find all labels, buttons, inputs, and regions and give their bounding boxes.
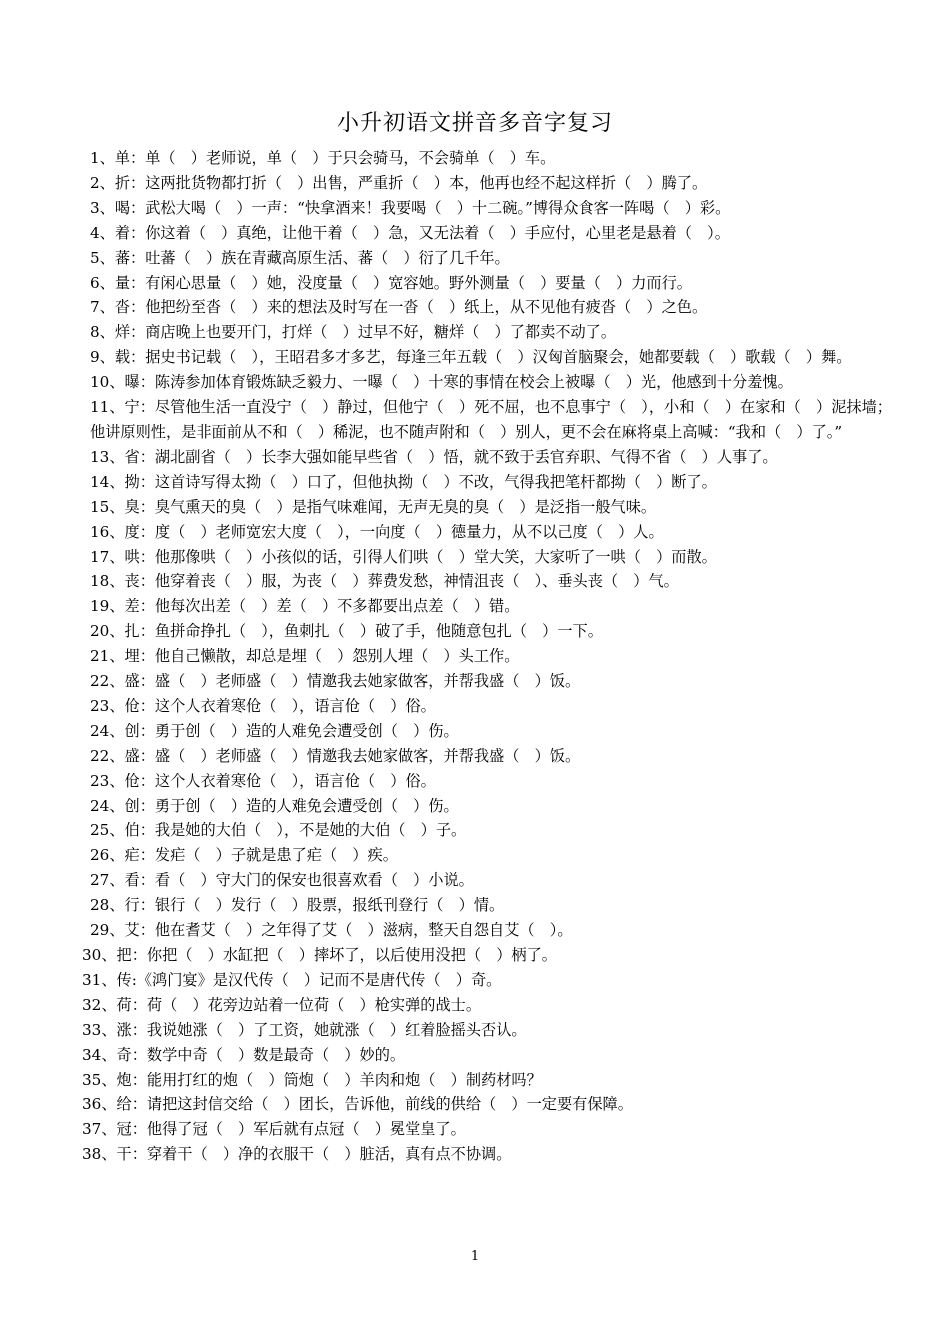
list-item: 7、沓：他把纷至沓（ ）来的想法及时写在一沓（ ）纸上，从不见他有疲沓（ ）之色。	[90, 298, 708, 317]
list-item: 6、量：有闲心思量（ ）她，没度量（ ）宽容她。野外测量（ ）要量（ ）力而行。	[90, 273, 692, 292]
list-item: 30、把：你把（ ）水缸把（ ）摔坏了，以后使用没把（ ）柄了。	[82, 946, 557, 964]
list-item: 22、盛：盛（ ）老师盛（ ）情邀我去她家做客，并帮我盛（ ）饭。	[90, 746, 581, 765]
list-item: 2、折：这两批货物都打折（ ）出售，严重折（ ）本，他再也经不起这样折（ ）腾了。	[90, 173, 708, 192]
list-item: 10、曝：陈涛参加体育锻炼缺乏毅力、一曝（ ）十寒的事情在校会上被曝（ ）光，他感到十分羞愧。	[90, 373, 793, 392]
exercise-list	[62, 146, 892, 1167]
list-item: 26、疟：发疟（ ）子就是患了疟（ ）疾。	[90, 846, 398, 865]
list-item: 21、埋：他自己懒散，却总是埋（ ）怨别人埋（ ）头工作。	[90, 647, 520, 666]
list-item: 34、奇：数学中奇（ ）数是最奇（ ）妙的。	[82, 1045, 406, 1064]
list-item: 19、差：他每次出差（ ）差（ ）不多都要出点差（ ）错。	[90, 597, 520, 616]
list-item: 24、创：勇于创（ ）造的人难免会遭受创（ ）伤。	[90, 796, 459, 815]
list-item: 15、臭：臭气熏天的臭（ ）是指气味难闻，无声无臭的臭（ ）是泛指一般气味。	[90, 497, 657, 516]
list-item: 5、蕃：吐蕃（ ）族在青藏高原生活、蕃（ ）衍了几千年。	[90, 248, 510, 267]
list-item: 37、冠：他得了冠（ ）军后就有点冠（ ）冕堂皇了。	[82, 1120, 466, 1139]
list-item: 3、喝：武松大喝（ ）一声：“快拿酒来！我要喝（ ）十二碗。”博得众食客一阵喝（ ）彩。	[90, 198, 731, 217]
list-item: 14、拗：这首诗写得太拗（ ）口了，但他执拗（ ）不改，气得我把笔杆都拗（ ）断了。	[90, 472, 717, 491]
list-item: 23、伧：这个人衣着寒伧（ ），语言伧（ ）俗。	[90, 696, 436, 715]
list-item: 9、载：据史书记载（ ），王昭君多才多艺，每逢三年五载（ ）汉匈首脑聚会，她都要载（ ）歌载（ ）舞。	[90, 348, 852, 367]
list-item: 32、荷：荷（ ）花旁边站着一位荷（ ）枪实弹的战士。	[82, 995, 482, 1014]
list-item: 28、行：银行（ ）发行（ ）股票，报纸刊登行（ ）情。	[90, 896, 505, 915]
list-item: 22、盛：盛（ ）老师盛（ ）情邀我去她家做客，并帮我盛（ ）饭。	[90, 672, 581, 691]
list-item: 8、烊：商店晚上也要开门，打烊（ ）过早不好，糖烊（ ）了都卖不动了。	[90, 323, 617, 342]
list-item: 24、创：勇于创（ ）造的人难免会遭受创（ ）伤。	[90, 721, 459, 740]
page-number: 1	[470, 1249, 480, 1264]
list-item: 27、看：看（ ）守大门的保安也很喜欢看（ ）小说。	[90, 871, 474, 890]
list-item: 16、度：度（ ）老师宽宏大度（ ），一向度（ ）德量力，从不以己度（ ）人。	[90, 522, 664, 541]
list-item: 13、省：湖北副省（ ）长李大强如能早些省（ ）悟，就不致于丢官弃职、气得不省（ ）人事了。	[90, 447, 778, 466]
list-item: 38、干：穿着干（ ）净的衣服干（ ）脏活，真有点不协调。	[82, 1145, 512, 1164]
list-item: 20、扎：鱼拼命挣扎（ ），鱼刺扎（ ）破了手，他随意包扎（ ）一下。	[90, 622, 603, 641]
list-item: 33、涨：我说她涨（ ）了工资，她就涨（ ）红着脸摇头否认。	[82, 1020, 527, 1039]
list-item: 18、丧：他穿着丧（ ）服，为丧（ ）葬费发愁，神情沮丧（ ）、垂头丧（ ）气。	[90, 572, 679, 591]
list-item: 1、单：单（ ）老师说，单（ ）于只会骑马，不会骑单（ ）车。	[90, 149, 556, 167]
list-item: 4、着：你这着（ ）真绝，让他干着（ ）急，又无法着（ ）手应付，心里老是悬着（ ）。	[90, 223, 730, 242]
list-item: 36、给：请把这封信交给（ ）团长，告诉他，前线的供给（ ）一定要有保障。	[82, 1095, 633, 1114]
list-item: 25、伯：我是她的大伯（ ），不是她的大伯（ ）子。	[90, 821, 467, 840]
list-item: 11、宁：尽管他生活一直没宁（ ）静过，但他宁（ ）死不屈，也不息事宁（ ），小和（ ）在家和（ ）泥抹墙；他讲原则性，是非面前从不和（ ）稀泥，也不随声附和（ ）别人，更不会在麻将桌上高喊：“我和（ ）了。”	[90, 398, 892, 441]
list-item: 31、传:《鸿门宴》是汉代传（ ）记而不是唐代传（ ）奇。	[82, 970, 502, 989]
list-item: 29、艾：他在耆艾（ ）之年得了艾（ ）滋病，整天自怨自艾（ ）。	[90, 921, 573, 940]
list-item: 23、伧：这个人衣着寒伧（ ），语言伧（ ）俗。	[90, 771, 436, 790]
page-title: 小升初语文拼音多音字复习	[336, 111, 613, 136]
list-item: 35、炮：能用打红的炮（ ）筒炮（ ）羊肉和炮（ ）制药材吗？	[82, 1070, 542, 1089]
list-item: 17、哄：他那像哄（ ）小孩似的话，引得人们哄（ ）堂大笑，大家听了一哄（ ）而散。	[90, 547, 717, 566]
